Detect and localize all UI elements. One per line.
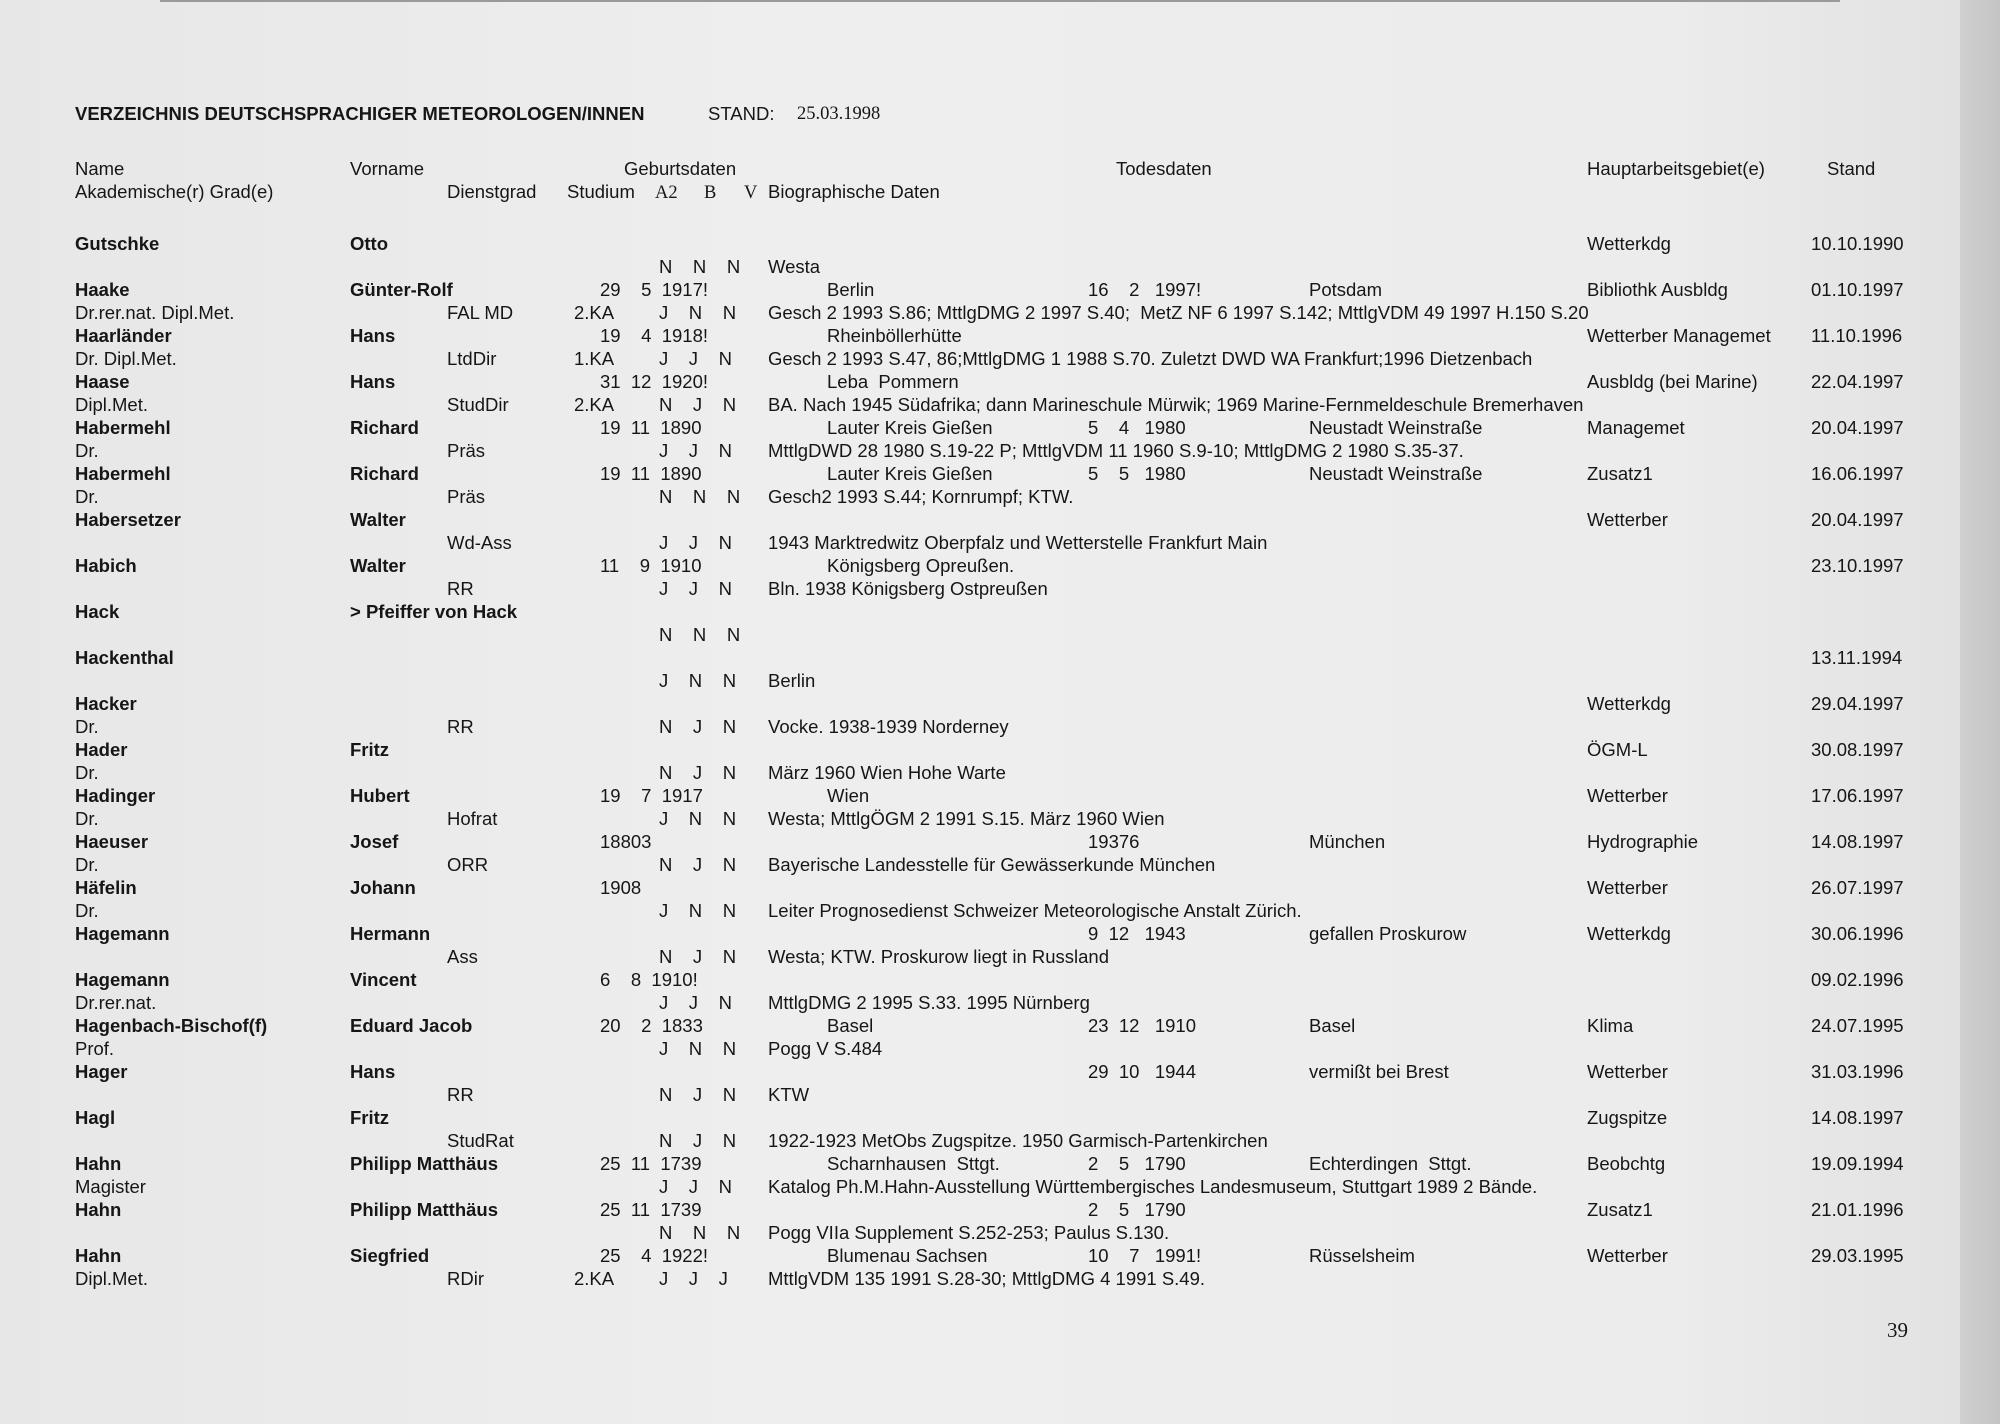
entry-work-area: Klima: [1587, 1015, 1634, 1036]
entry-flags: J J N: [659, 1176, 732, 1197]
entry-vorname: Hubert: [350, 785, 410, 806]
col-b: B: [704, 183, 717, 203]
entry-stand-date: 24.07.1995: [1811, 1015, 1904, 1036]
entry-death-place: gefallen Proskurow: [1309, 923, 1467, 944]
page-edge: [1960, 0, 2000, 1424]
entry-academic-grade: Dr.: [75, 900, 99, 921]
entry-vorname: Richard: [350, 463, 419, 484]
entry-death-place: Potsdam: [1309, 279, 1383, 300]
entry-bio: MttlgDMG 2 1995 S.33. 1995 Nürnberg: [768, 992, 1090, 1013]
entry-vorname: > Pfeiffer von Hack: [350, 601, 518, 622]
entry-death-date: 5 4 1980: [1088, 417, 1186, 438]
entry-death-date: 5 5 1980: [1088, 463, 1186, 484]
entry-vorname: Josef: [350, 831, 399, 852]
entry-academic-grade: Dr.: [75, 854, 99, 875]
entry-birth-place: Wien: [827, 785, 870, 806]
entry-death-place: Echterdingen Sttgt.: [1309, 1153, 1472, 1174]
entry-dienstgrad: Ass: [447, 946, 478, 967]
entry-work-area: Wetterkdg: [1587, 923, 1671, 944]
entry-birth-place: Lauter Kreis Gießen: [827, 417, 993, 438]
entry-dienstgrad: ORR: [447, 854, 489, 875]
entry-vorname: Günter-Rolf: [350, 279, 453, 300]
entry-stand-date: 30.08.1997: [1811, 739, 1904, 760]
entry-bio: KTW: [768, 1084, 810, 1105]
entry-dienstgrad: StudDir: [447, 394, 509, 415]
col-todesdaten: Todesdaten: [1116, 158, 1212, 179]
entry-flags: N J N: [659, 394, 737, 415]
entry-flags: N N N: [659, 486, 741, 507]
entry-name: Habermehl: [75, 463, 171, 484]
entry-bio: MttlgDWD 28 1980 S.19-22 P; MttlgVDM 11 1960 S.9-10; MttlgDMG 2 1980 S.35-37.: [768, 440, 1464, 461]
entry-flags: J N N: [659, 302, 737, 323]
entry-vorname: Eduard Jacob: [350, 1015, 473, 1036]
entry-death-place: München: [1309, 831, 1386, 852]
entry-stand-date: 13.11.1994: [1811, 647, 1903, 668]
entry-stand-date: 20.04.1997: [1811, 509, 1904, 530]
entry-studium: 1.KA: [574, 348, 615, 369]
col-name: Name: [75, 158, 125, 179]
entry-flags: N J N: [659, 946, 737, 967]
entry-vorname: Siegfried: [350, 1245, 430, 1266]
entry-name: Habersetzer: [75, 509, 181, 530]
entry-flags: N J N: [659, 1130, 737, 1151]
entry-flags: N N N: [659, 624, 741, 645]
entry-bio: Berlin: [768, 670, 816, 691]
entry-dienstgrad: Präs: [447, 486, 486, 507]
entry-academic-grade: Magister: [75, 1176, 146, 1197]
entry-death-place: Basel: [1309, 1015, 1356, 1036]
entry-academic-grade: Dr.: [75, 486, 99, 507]
entry-stand-date: 16.06.1997: [1811, 463, 1904, 484]
entry-name: Hagenbach-Bischof(f): [75, 1015, 268, 1036]
entry-work-area: Wetterkdg: [1587, 693, 1671, 714]
entry-dienstgrad: LtdDir: [447, 348, 497, 369]
entry-bio: Bayerische Landesstelle für Gewässerkunde München: [768, 854, 1216, 875]
entry-death-date: 19376: [1088, 831, 1140, 852]
entry-name: Gutschke: [75, 233, 160, 254]
entry-studium: 2.KA: [574, 394, 615, 415]
entry-death-place: Neustadt Weinstraße: [1309, 463, 1483, 484]
entry-academic-grade: Dr.: [75, 716, 99, 737]
entry-bio: 1922-1923 MetObs Zugspitze. 1950 Garmisch-Partenkirchen: [768, 1130, 1268, 1151]
entry-dienstgrad: StudRat: [447, 1130, 514, 1151]
entry-stand-date: 20.04.1997: [1811, 417, 1904, 438]
entry-flags: J J N: [659, 532, 732, 553]
entry-name: Hagemann: [75, 969, 170, 990]
entry-flags: J J N: [659, 992, 732, 1013]
entry-birth-place: Rheinböllerhütte: [827, 325, 962, 346]
entry-vorname: Hermann: [350, 923, 431, 944]
entry-academic-grade: Dr.rer.nat.: [75, 992, 157, 1013]
entry-work-area: Wetterber: [1587, 877, 1668, 898]
entry-vorname: Philipp Matthäus: [350, 1199, 498, 1220]
entry-work-area: Hydrographie: [1587, 831, 1699, 852]
entry-name: Hagemann: [75, 923, 170, 944]
entry-bio: Gesch 2 1993 S.86; MttlgDMG 2 1997 S.40; MetZ NF 6 1997 S.142; MttlgVDM 49 1997 H.150 S.20: [768, 302, 1589, 323]
entry-birth-date: 31 12 1920!: [600, 371, 709, 392]
entry-work-area: Zusatz1: [1587, 1199, 1653, 1220]
entry-stand-date: 17.06.1997: [1811, 785, 1904, 806]
entry-death-place: Neustadt Weinstraße: [1309, 417, 1483, 438]
entry-academic-grade: Dr.rer.nat. Dipl.Met.: [75, 302, 235, 323]
entry-vorname: Otto: [350, 233, 389, 254]
entry-bio: Gesch2 1993 S.44; Kornrumpf; KTW.: [768, 486, 1074, 507]
entry-vorname: Richard: [350, 417, 419, 438]
entry-flags: N J N: [659, 762, 737, 783]
entry-death-date: 9 12 1943: [1088, 923, 1186, 944]
col-geburtsdaten: Geburtsdaten: [624, 158, 737, 179]
entry-name: Häfelin: [75, 877, 137, 898]
entry-stand-date: 01.10.1997: [1811, 279, 1904, 300]
stand-date: 25.03.1998: [797, 104, 881, 124]
document-title: VERZEICHNIS DEUTSCHSPRACHIGER METEOROLOGEN/INNEN: [75, 103, 645, 124]
entry-flags: J J N: [659, 440, 732, 461]
entry-vorname: Vincent: [350, 969, 417, 990]
entry-name: Haase: [75, 371, 130, 392]
entry-name: Haarländer: [75, 325, 172, 346]
entry-bio: Bln. 1938 Königsberg Ostpreußen: [768, 578, 1048, 599]
entry-work-area: Wetterber: [1587, 785, 1668, 806]
entry-academic-grade: Dipl.Met.: [75, 394, 148, 415]
col-studium: Studium: [567, 181, 635, 202]
top-rule: [160, 0, 1840, 2]
entry-bio: BA. Nach 1945 Südafrika; dann Marineschule Mürwik; 1969 Marine-Fernmeldeschule Bremerhaven: [768, 394, 1584, 415]
entry-stand-date: 14.08.1997: [1811, 1107, 1904, 1128]
entry-vorname: Hans: [350, 371, 396, 392]
entry-work-area: Wetterkdg: [1587, 233, 1671, 254]
entry-name: Hader: [75, 739, 128, 760]
entry-stand-date: 29.04.1997: [1811, 693, 1904, 714]
entry-name: Haake: [75, 279, 130, 300]
entry-flags: N J N: [659, 1084, 737, 1105]
entry-work-area: ÖGM-L: [1587, 739, 1648, 760]
entry-bio: MttlgVDM 135 1991 S.28-30; MttlgDMG 4 1991 S.49.: [768, 1268, 1206, 1289]
entry-dienstgrad: FAL MD: [447, 302, 514, 323]
entry-flags: J N N: [659, 900, 737, 921]
entry-dienstgrad: Präs: [447, 440, 486, 461]
entry-stand-date: 29.03.1995: [1811, 1245, 1904, 1266]
entry-bio: Leiter Prognosedienst Schweizer Meteorologische Anstalt Zürich.: [768, 900, 1302, 921]
entry-academic-grade: Dipl.Met.: [75, 1268, 148, 1289]
entry-birth-place: Lauter Kreis Gießen: [827, 463, 993, 484]
entry-work-area: Wetterber: [1587, 509, 1668, 530]
entry-flags: J N N: [659, 670, 737, 691]
entry-bio: Westa: [768, 256, 821, 277]
entry-stand-date: 10.10.1990: [1811, 233, 1904, 254]
entry-dienstgrad: Wd-Ass: [447, 532, 512, 553]
entry-name: Hacker: [75, 693, 137, 714]
entry-birth-place: Leba Pommern: [827, 371, 959, 392]
entry-birth-date: 1908: [600, 877, 642, 898]
entry-stand-date: 22.04.1997: [1811, 371, 1904, 392]
entry-flags: J J N: [659, 578, 732, 599]
entry-name: Hadinger: [75, 785, 156, 806]
entry-dienstgrad: RR: [447, 716, 474, 737]
entry-death-date: 2 5 1790: [1088, 1199, 1186, 1220]
entry-vorname: Hans: [350, 325, 396, 346]
entry-work-area: Bibliothk Ausbldg: [1587, 279, 1728, 300]
col-a2: A2: [655, 183, 678, 203]
entry-name: Habermehl: [75, 417, 171, 438]
entry-name: Hackenthal: [75, 647, 174, 668]
entry-stand-date: 14.08.1997: [1811, 831, 1904, 852]
entry-name: Hahn: [75, 1199, 122, 1220]
entry-name: Habich: [75, 555, 137, 576]
entry-death-date: 10 7 1991!: [1088, 1245, 1202, 1266]
entry-academic-grade: Dr. Dipl.Met.: [75, 348, 177, 369]
entry-birth-date: 20 2 1833: [600, 1015, 703, 1036]
entry-bio: März 1960 Wien Hohe Warte: [768, 762, 1006, 783]
entry-flags: N J N: [659, 854, 737, 875]
entry-birth-date: 11 9 1910: [600, 555, 702, 576]
entry-stand-date: 09.02.1996: [1811, 969, 1904, 990]
entry-academic-grade: Dr.: [75, 440, 99, 461]
entry-bio: Gesch 2 1993 S.47, 86;MttlgDMG 1 1988 S.70. Zuletzt DWD WA Frankfurt;1996 Dietzenbach: [768, 348, 1533, 369]
col-bio: Biographische Daten: [768, 181, 940, 202]
entry-work-area: Wetterber: [1587, 1245, 1668, 1266]
entry-stand-date: 26.07.1997: [1811, 877, 1904, 898]
entry-stand-date: 21.01.1996: [1811, 1199, 1904, 1220]
entry-birth-date: 18803: [600, 831, 652, 852]
col-dienstgrad: Dienstgrad: [447, 181, 537, 202]
entry-name: Hagl: [75, 1107, 116, 1128]
entry-dienstgrad: Hofrat: [447, 808, 498, 829]
entry-bio: Vocke. 1938-1939 Norderney: [768, 716, 1009, 737]
entry-birth-date: 19 4 1918!: [600, 325, 709, 346]
entry-birth-date: 25 11 1739: [600, 1199, 702, 1220]
entry-work-area: Wetterber Managemet: [1587, 325, 1771, 346]
entry-bio: Katalog Ph.M.Hahn-Ausstellung Württembergisches Landesmuseum, Stuttgart 1989 2 Bände.: [768, 1176, 1538, 1197]
entry-death-place: vermißt bei Brest: [1309, 1061, 1449, 1082]
entry-birth-place: Basel: [827, 1015, 874, 1036]
entry-academic-grade: Prof.: [75, 1038, 115, 1059]
entry-academic-grade: Dr.: [75, 808, 99, 829]
entry-birth-place: Königsberg Opreußen.: [827, 555, 1015, 576]
entry-work-area: Zugspitze: [1587, 1107, 1668, 1128]
entry-death-date: 29 10 1944: [1088, 1061, 1197, 1082]
entry-stand-date: 23.10.1997: [1811, 555, 1904, 576]
stand-label: STAND:: [708, 103, 775, 124]
col-v: V: [744, 183, 758, 203]
entry-death-date: 2 5 1790: [1088, 1153, 1186, 1174]
entry-stand-date: 31.03.1996: [1811, 1061, 1904, 1082]
col-vorname: Vorname: [350, 158, 425, 179]
entry-bio: Westa; KTW. Proskurow liegt in Russland: [768, 946, 1110, 967]
col-hauptarbeitsgebiet: Hauptarbeitsgebiet(e): [1587, 158, 1765, 179]
entry-work-area: Managemet: [1587, 417, 1685, 438]
entry-vorname: Fritz: [350, 1107, 390, 1128]
entry-death-date: 16 2 1997!: [1088, 279, 1202, 300]
entry-birth-date: 25 4 1922!: [600, 1245, 709, 1266]
entry-bio: Pogg VIIa Supplement S.252-253; Paulus S.130.: [768, 1222, 1170, 1243]
col-grad: Akademische(r) Grad(e): [75, 181, 274, 202]
entry-work-area: Ausbldg (bei Marine): [1587, 371, 1758, 392]
entry-dienstgrad: RR: [447, 1084, 474, 1105]
entry-flags: N J N: [659, 716, 737, 737]
entry-birth-place: Berlin: [827, 279, 875, 300]
entry-flags: N N N: [659, 1222, 741, 1243]
entry-birth-date: 25 11 1739: [600, 1153, 702, 1174]
entry-stand-date: 19.09.1994: [1811, 1153, 1904, 1174]
entry-name: Hack: [75, 601, 120, 622]
entry-flags: J J N: [659, 348, 732, 369]
entry-bio: Westa; MttlgÖGM 2 1991 S.15. März 1960 Wien: [768, 808, 1165, 829]
entry-dienstgrad: RR: [447, 578, 474, 599]
entry-flags: J J J: [659, 1268, 728, 1289]
entry-dienstgrad: RDir: [447, 1268, 484, 1289]
entry-vorname: Philipp Matthäus: [350, 1153, 498, 1174]
entry-birth-date: 19 11 1890: [600, 463, 702, 484]
entry-bio: Pogg V S.484: [768, 1038, 883, 1059]
entry-vorname: Walter: [350, 555, 406, 576]
entry-birth-date: 29 5 1917!: [600, 279, 709, 300]
entry-vorname: Johann: [350, 877, 416, 898]
col-stand: Stand: [1827, 158, 1876, 179]
entry-bio: 1943 Marktredwitz Oberpfalz und Wetterstelle Frankfurt Main: [768, 532, 1268, 553]
entry-death-date: 23 12 1910: [1088, 1015, 1197, 1036]
page-number: 39: [1887, 1318, 1908, 1342]
entry-work-area: Beobchtg: [1587, 1153, 1666, 1174]
entry-birth-date: 6 8 1910!: [600, 969, 698, 990]
entry-birth-place: Scharnhausen Sttgt.: [827, 1153, 1000, 1174]
entry-studium: 2.KA: [574, 302, 615, 323]
entry-name: Haeuser: [75, 831, 149, 852]
entry-stand-date: 11.10.1996: [1811, 325, 1903, 346]
entry-birth-date: 19 7 1917: [600, 785, 703, 806]
entry-birth-date: 19 11 1890: [600, 417, 702, 438]
entry-name: Hahn: [75, 1153, 122, 1174]
entry-death-place: Rüsselsheim: [1309, 1245, 1415, 1266]
entry-flags: N N N: [659, 256, 741, 277]
entry-academic-grade: Dr.: [75, 762, 99, 783]
entry-birth-place: Blumenau Sachsen: [827, 1245, 988, 1266]
entry-work-area: Wetterber: [1587, 1061, 1668, 1082]
entry-flags: J N N: [659, 808, 737, 829]
entry-studium: 2.KA: [574, 1268, 615, 1289]
entry-vorname: Hans: [350, 1061, 396, 1082]
entry-vorname: Walter: [350, 509, 406, 530]
entry-stand-date: 30.06.1996: [1811, 923, 1904, 944]
entry-name: Hager: [75, 1061, 128, 1082]
entry-name: Hahn: [75, 1245, 122, 1266]
entry-work-area: Zusatz1: [1587, 463, 1653, 484]
entry-flags: J N N: [659, 1038, 737, 1059]
entry-vorname: Fritz: [350, 739, 390, 760]
